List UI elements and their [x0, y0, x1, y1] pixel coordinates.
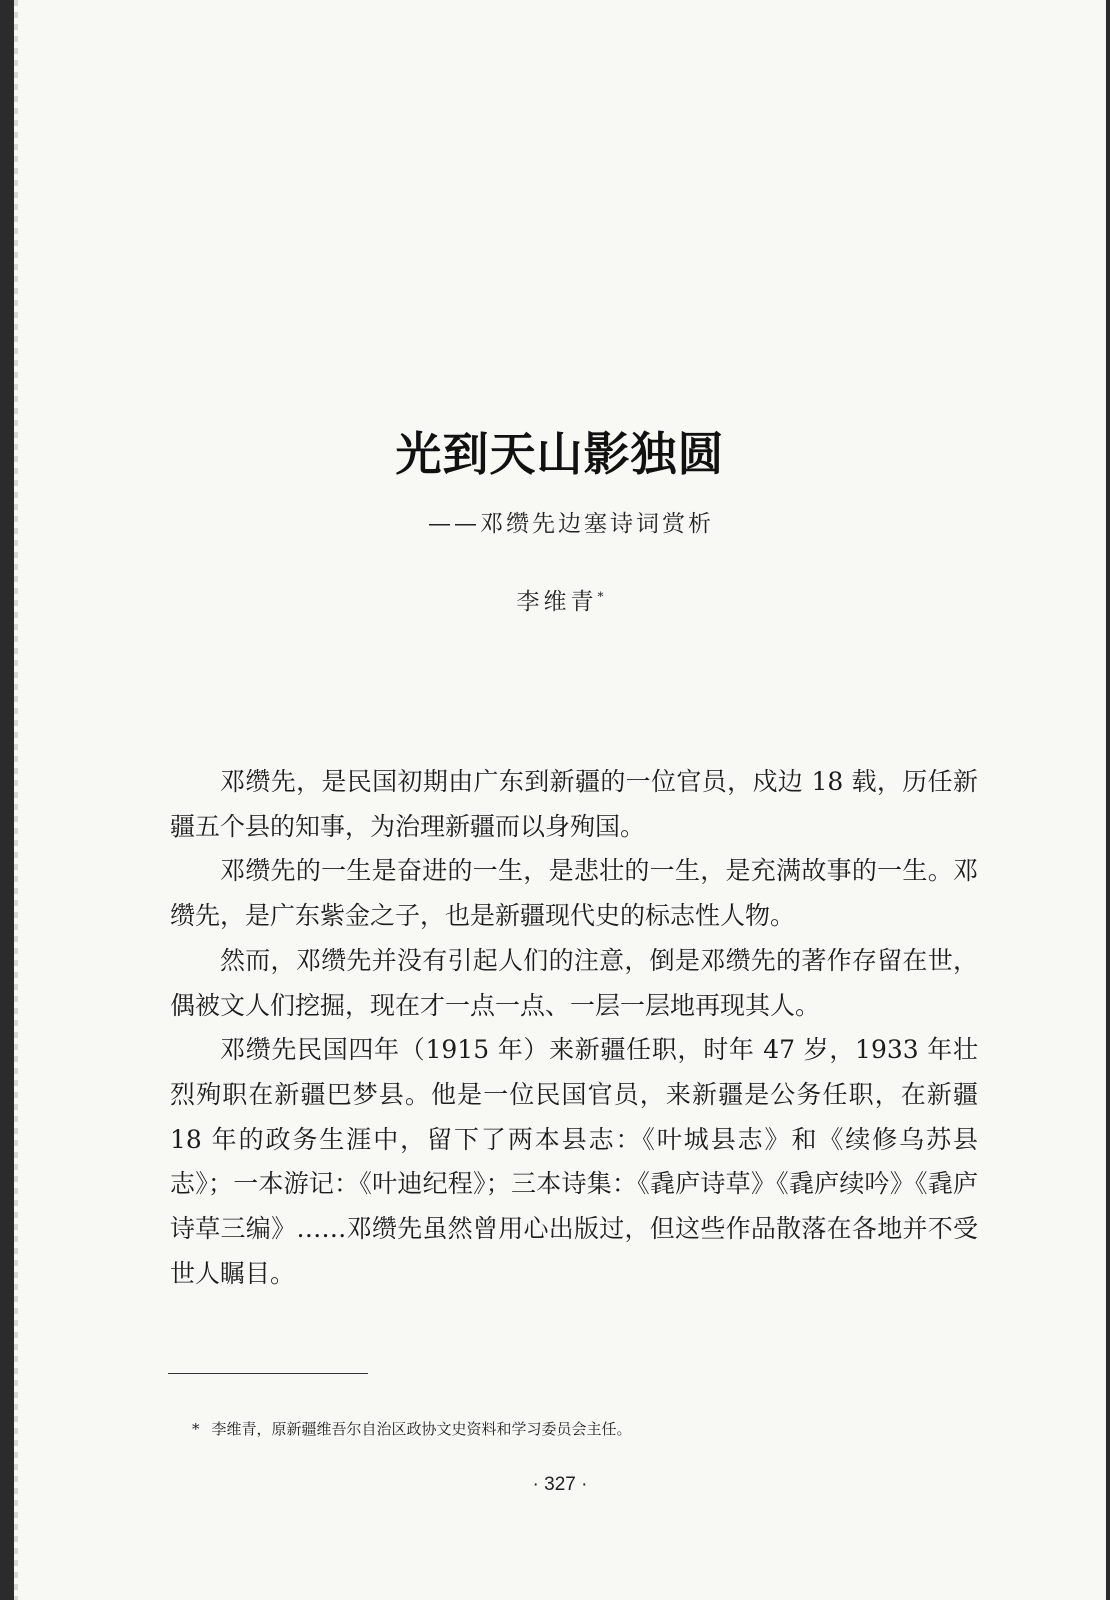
author-footnote-mark: * [597, 589, 604, 604]
footnote-divider [168, 1373, 368, 1374]
article-body [170, 760, 978, 1296]
footnote-mark: * [192, 1420, 200, 1438]
paragraph: 然而，邓缵先并没有引起人们的注意，倒是邓缵先的著作存留在世，偶被文人们挖掘，现在才一点一点、一层一层地再现其人。 [170, 945, 978, 1020]
author-name: 李维青 [516, 589, 598, 615]
footnote [192, 1418, 632, 1439]
page-number: · 327 · [532, 1474, 588, 1495]
paragraph: 邓缵先民国四年（1915 年）来新疆任职，时年 47 岁，1933 年壮烈殉职在新疆巴梦县。他是一位民国官员，来新疆是公务任职，在新疆 18 年的政务生涯中，留下了两本县志：《叶城县志》和《续修乌苏县志》；一本游记：《叶迪纪程》；三本诗集：《毳庐诗草》《毳庐续吟》《毳庐诗草三编》……邓缵先虽然曾用心出版过，但这些作品散落在各地并不受世人瞩目。 [170, 1035, 978, 1288]
article-subtitle: ——邓缵先边塞诗词赏析 [428, 511, 714, 537]
footnote-text: 李维青，原新疆维吾尔自治区政协文史资料和学习委员会主任。 [211, 1420, 632, 1438]
author-line [14, 583, 1106, 616]
page-edge [14, 0, 18, 1600]
paragraph: 邓缵先，是民国初期由广东到新疆的一位官员，戍边 18 载，历任新疆五个县的知事，为治理新疆而以身殉国。 [170, 767, 978, 841]
paragraph: 邓缵先的一生是奋进的一生，是悲壮的一生，是充满故事的一生。邓缵先，是广东紫金之子，也是新疆现代史的标志性人物。 [170, 856, 978, 931]
article-title: 光到天山影独圆 [395, 427, 725, 481]
document-page [14, 0, 1106, 1600]
